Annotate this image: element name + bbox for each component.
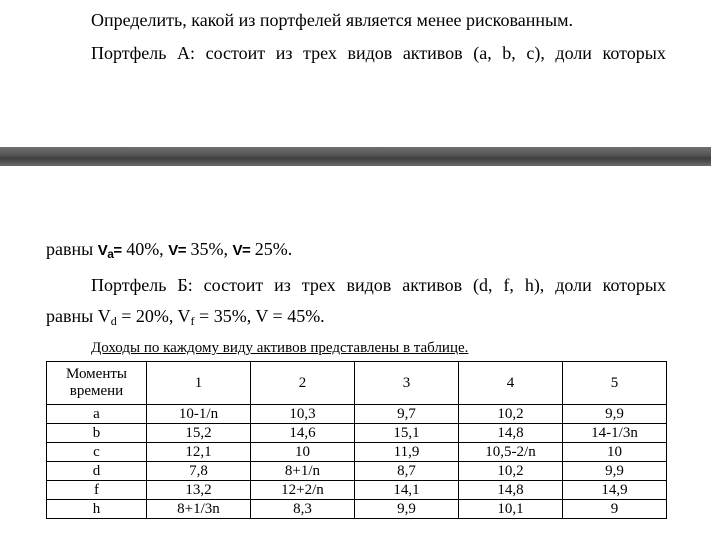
portfolio-b-word: состоит (203, 275, 264, 295)
value-cell: 10-1/n (147, 405, 251, 424)
value-cell: 9,9 (563, 405, 667, 424)
returns-table (46, 361, 667, 519)
value-cell: 7,8 (147, 462, 251, 481)
asset-cell: c (47, 443, 147, 462)
value-cell: 15,2 (147, 424, 251, 443)
header-col-3: 3 (355, 362, 459, 405)
portfolio-a-shares (46, 238, 292, 262)
value-cell: 13,2 (147, 481, 251, 500)
value-cell: 10,1 (459, 500, 563, 519)
portfolio-b-word: Портфель (91, 275, 167, 295)
share-b: 35%, (185, 239, 233, 259)
table-row (47, 500, 667, 519)
portfolio-b-word: Б: (177, 275, 193, 295)
portfolio-a-word: Портфель (91, 43, 167, 63)
value-cell: 10,3 (251, 405, 355, 424)
asset-cell: h (47, 500, 147, 519)
portfolio-b-word: которых (602, 275, 666, 295)
table-row (47, 424, 667, 443)
portfolio-a-word: видов (347, 43, 393, 63)
value-cell: 15,1 (355, 424, 459, 443)
table-caption: Доходы по каждому виду активов представлены в таблице. (91, 340, 469, 356)
portfolio-a-word: из (275, 43, 293, 63)
var-va: $V_a=$ (97, 242, 122, 261)
portfolio-a-word: А: (177, 43, 196, 63)
portfolio-b-word: h), (524, 275, 545, 295)
value-cell: 14,8 (459, 481, 563, 500)
sub-d: d (110, 314, 117, 328)
value-cell: 11,9 (355, 443, 459, 462)
header-col-5: 5 (563, 362, 667, 405)
value-cell: 10,2 (459, 462, 563, 481)
value-cell: 10 (563, 443, 667, 462)
share-c: 25%. (250, 239, 293, 259)
asset-cell: a (47, 405, 147, 424)
value-cell: 9 (563, 500, 667, 519)
portfolio-b-word: видов (346, 275, 392, 295)
table-row (47, 462, 667, 481)
value-cell: 9,9 (355, 500, 459, 519)
task-statement (91, 9, 573, 31)
value-cell: 8+1/n (251, 462, 355, 481)
portfolio-b-word: доли (555, 275, 592, 295)
portfolio-b-shares: равны Vd = 20%, Vf = 35%, V = 45%. (46, 306, 325, 328)
portfolio-a-word: b, (502, 43, 516, 63)
table-row (47, 405, 667, 424)
table-row (47, 443, 667, 462)
portfolio-b-line (91, 274, 666, 296)
header-col-2: 2 (251, 362, 355, 405)
var-vc: V= (232, 242, 251, 259)
portfolio-b-word: (d, (473, 275, 493, 295)
portfolio-b-word: f, (503, 275, 514, 295)
portfolio-a-word: доли (555, 43, 592, 63)
asset-cell: b (47, 424, 147, 443)
portfolio-a-word: c), (526, 43, 545, 63)
share-a: 40%, (121, 239, 169, 259)
portfolio-b-word: из (274, 275, 291, 295)
value-cell: 14-1/3n (563, 424, 667, 443)
value-cell: 10 (251, 443, 355, 462)
portfolio-b-word: трех (301, 275, 336, 295)
value-cell: 8+1/3n (147, 500, 251, 519)
header-col-4: 4 (459, 362, 563, 405)
header-time-label: Моменты времени (47, 362, 147, 405)
portfolio-b-word: активов (402, 275, 463, 295)
value-cell: 8,7 (355, 462, 459, 481)
value-cell: 10,2 (459, 405, 563, 424)
portfolio-a-word: активов (402, 43, 463, 63)
table-header-row (47, 362, 667, 405)
asset-cell: d (47, 462, 147, 481)
task-statement-text: Определить, какой из портфелей является менее рискованным. (91, 10, 574, 30)
value-cell: 9,7 (355, 405, 459, 424)
value-cell: 12+2/n (251, 481, 355, 500)
sub-f: f (190, 314, 195, 328)
var-vb: V= (168, 242, 186, 259)
value-cell: 10,5-2/n (459, 443, 563, 462)
table-row (47, 481, 667, 500)
value-cell: 14,6 (251, 424, 355, 443)
value-cell: 14,8 (459, 424, 563, 443)
shares-prefix: равны (46, 239, 98, 259)
portfolio-a-word: которых (602, 43, 666, 63)
page-break-band (0, 147, 711, 166)
value-cell: 8,3 (251, 500, 355, 519)
value-cell: 14,9 (563, 481, 667, 500)
portfolio-a-word: трех (303, 43, 337, 63)
portfolio-a-line (91, 42, 666, 64)
value-cell: 12,1 (147, 443, 251, 462)
portfolio-a-word: состоит (205, 43, 266, 63)
portfolio-a-word: (a, (473, 43, 492, 63)
header-col-1: 1 (147, 362, 251, 405)
asset-cell: f (47, 481, 147, 500)
value-cell: 9,9 (563, 462, 667, 481)
table-body (47, 405, 667, 519)
value-cell: 14,1 (355, 481, 459, 500)
